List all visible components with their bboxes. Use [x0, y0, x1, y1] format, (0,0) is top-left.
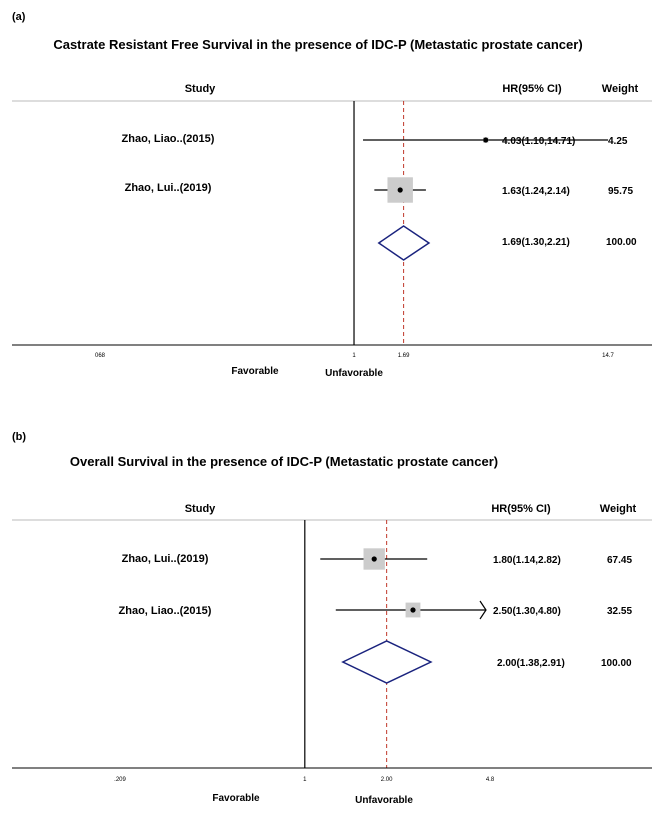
panel-a-title: Castrate Resistant Free Survival in the presence of IDC-P (Metastatic prostate cancer) — [53, 37, 583, 52]
panel-a-row-0-hr: 4.03(1.10,14.71) — [502, 136, 576, 147]
panel-a-tick-2: 1.69 — [397, 353, 410, 359]
panel-a-unfavorable-label: Unfavorable — [325, 368, 383, 379]
panel-b-header-study: Study — [184, 503, 216, 515]
panel-b-tick-0: .209 — [114, 777, 126, 783]
panel-a-row-1-study: Zhao, Lui..(2019) — [124, 182, 212, 194]
panel-a-row-0-weight: 4.25 — [608, 136, 628, 147]
panel-a-tick-1: 1 — [352, 353, 356, 359]
panel-b-row-1-point — [410, 607, 415, 612]
panel-b-row-0-study: Zhao, Lui..(2019) — [121, 553, 209, 565]
panel-b-tick-3: 4.8 — [485, 777, 495, 783]
panel-b-favorable-label: Favorable — [212, 793, 260, 804]
panel-a-row-1-hr: 1.63(1.24,2.14) — [502, 186, 570, 197]
panel-a-row-1-weight: 95.75 — [608, 186, 634, 197]
panel-a-favorable-label: Favorable — [231, 366, 279, 377]
panel-a-header-weight: Weight — [601, 83, 639, 95]
panel-b-unfavorable-label: Unfavorable — [355, 795, 413, 806]
panel-a-pooled-diamond — [379, 226, 429, 260]
panel-b-row-1-hr: 2.50(1.30,4.80) — [493, 606, 561, 617]
panel-a-tick-0: 068 — [94, 353, 106, 359]
panel-a-header-study: Study — [184, 83, 216, 95]
panel-a-label: (a) — [12, 11, 26, 23]
panel-a-pooled-weight: 100.00 — [606, 237, 637, 248]
panel-b-tick-1: 1 — [303, 777, 307, 783]
panel-b-row-1-weight: 32.55 — [607, 606, 633, 617]
panel-b-row-0-weight: 67.45 — [607, 555, 633, 566]
panel-b-header-hr: HR(95% CI) — [491, 503, 551, 515]
panel-a — [12, 11, 652, 379]
panel-b-title: Overall Survival in the presence of IDC-P (Metastatic prostate cancer) — [69, 454, 499, 469]
panel-b-tick-2: 2.00 — [380, 777, 393, 783]
panel-b-pooled-diamond — [343, 641, 431, 683]
panel-b-row-0-hr: 1.80(1.14,2.82) — [493, 555, 561, 566]
panel-a-row-1-point — [398, 187, 403, 192]
panel-a-row-0-study: Zhao, Liao..(2015) — [121, 133, 215, 145]
panel-b-row-1-study: Zhao, Liao..(2015) — [118, 605, 212, 617]
panel-a-header-hr: HR(95% CI) — [502, 83, 562, 95]
panel-b-header-weight: Weight — [599, 503, 637, 515]
panel-b — [12, 431, 652, 806]
panel-a-tick-3: 14.7 — [602, 353, 614, 359]
panel-b-pooled-hr: 2.00(1.38,2.91) — [497, 658, 565, 669]
panel-b-label: (b) — [12, 431, 27, 443]
panel-b-row-0-point — [372, 556, 377, 561]
panel-a-pooled-hr: 1.69(1.30,2.21) — [502, 237, 570, 248]
panel-a-row-0-point — [483, 137, 488, 142]
panel-b-pooled-weight: 100.00 — [601, 658, 632, 669]
